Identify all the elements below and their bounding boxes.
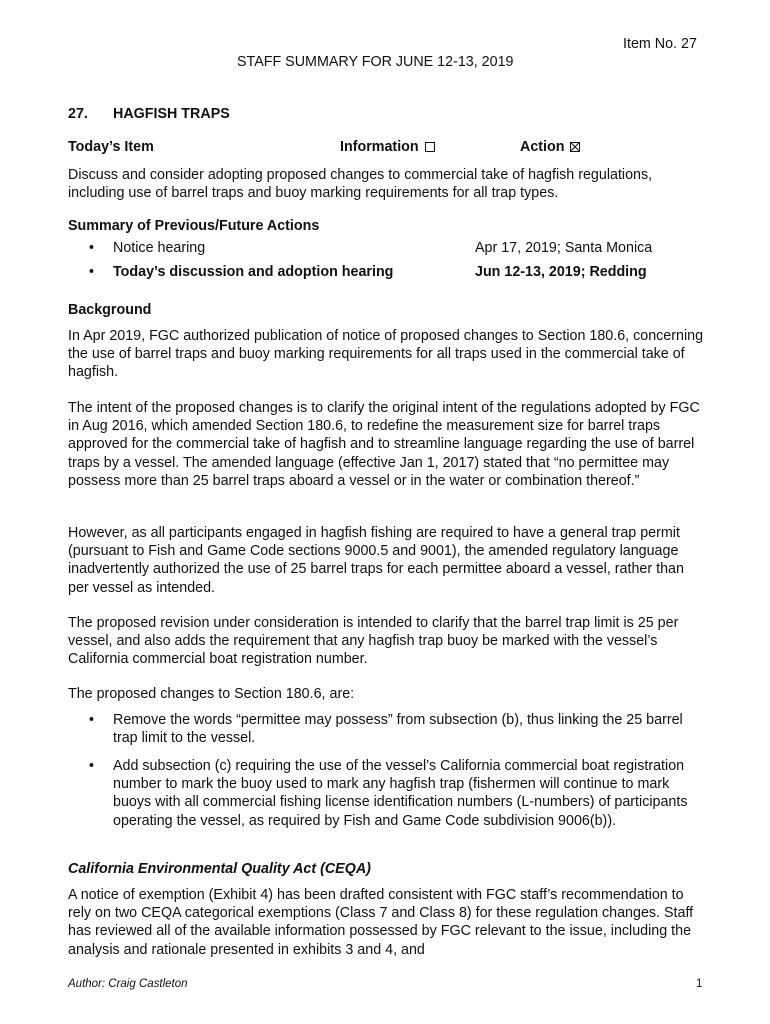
todays-item-label: Today’s Item — [68, 139, 154, 155]
background-paragraph-4: The proposed revision under consideration is intended to clarify that the barrel trap limit is 25 per vessel, and also adds the requirement that any hagfish trap buoy be marked with the vessel’s California commercial boat registration number. — [68, 615, 679, 668]
background-paragraph-5: The proposed changes to Section 180.6, are: — [68, 686, 355, 702]
ceqa-paragraph: A notice of exemption (Exhibit 4) has been drafted consistent with FGC staff’s recommendation to rely on two CEQA categorical exemptions (Class 7 and Class 8) for these regulation changes. Staff has reviewed all of the available information possessed by FGC relevant to the issue, including the analysis and rationale presented in exhibits 3 and 4, and — [68, 887, 694, 958]
item-description: Discuss and consider adopting proposed changes to commercial take of hagfish regulations, including use of barrel traps and buoy marking requirements for all trap types. — [68, 167, 653, 202]
change-item-1: Remove the words “permittee may possess” from subsection (b), thus linking the 25 barrel trap limit to the vessel. — [113, 712, 683, 747]
ceqa-heading: California Environmental Quality Act (CEQA) — [68, 861, 371, 877]
information-label: Information — [340, 139, 419, 155]
action-2-date: Jun 12-13, 2019; Redding — [475, 264, 647, 280]
information-option — [340, 138, 435, 156]
action-1-date: Apr 17, 2019; Santa Monica — [475, 240, 653, 256]
background-paragraph-3: However, as all participants engaged in hagfish fishing are required to have a general trap permit (pursuant to Fish and Game Code sections 9000.5 and 9001), the amended regulatory language inadvertently authorized the use of 25 barrel traps for each permittee aboard a vessel, rather than per vessel as intended. — [68, 525, 684, 596]
page-title: STAFF SUMMARY FOR JUNE 12-13, 2019 — [237, 54, 514, 70]
bullet-icon: • — [89, 264, 95, 280]
action-1-label: Notice hearing — [113, 240, 206, 256]
background-paragraph-2: The intent of the proposed changes is to clarify the original intent of the regulations adopted by FGC in Aug 2016, which amended Section 180.6, to redefine the measurement size for barrel traps approved for the commercial take of hagfish and to streamline language regarding the use of barrel traps by a vessel. The amended language (effective Jan 1, 2017) stated that “no permittee may possess more than 25 barrel traps aboard a vessel or in the water or combination thereof.” — [68, 400, 700, 489]
footer-author: Author: Craig Castleton — [68, 978, 188, 990]
information-checkbox — [425, 142, 435, 152]
action-checkbox — [570, 142, 580, 152]
action-option — [520, 138, 580, 156]
page-number: 1 — [696, 978, 703, 990]
item-number-label: Item No. 27 — [623, 36, 697, 52]
action-label: Action — [520, 139, 565, 155]
item-section-title: HAGFISH TRAPS — [113, 106, 230, 122]
item-section-number: 27. — [68, 106, 88, 122]
background-heading: Background — [68, 302, 152, 318]
bullet-icon: • — [89, 240, 95, 256]
bullet-icon: • — [89, 758, 95, 774]
summary-heading: Summary of Previous/Future Actions — [68, 218, 320, 234]
background-paragraph-1: In Apr 2019, FGC authorized publication of notice of proposed changes to Section 180.6, concerning the use of barrel traps and buoy marking requirements for all traps used in the commercial take of hagfish. — [68, 328, 704, 381]
bullet-icon: • — [89, 712, 95, 728]
change-item-2: Add subsection (c) requiring the use of the vessel’s California commercial boat registration number to mark the buoy used to mark any hagfish trap (fishermen will continue to mark buoys with all commercial fishing license identification numbers (L-numbers) of participants operating the vessel, as required by Fish and Game Code subdivision 9006(b)). — [113, 758, 688, 829]
action-2-label: Today’s discussion and adoption hearing — [113, 264, 394, 280]
